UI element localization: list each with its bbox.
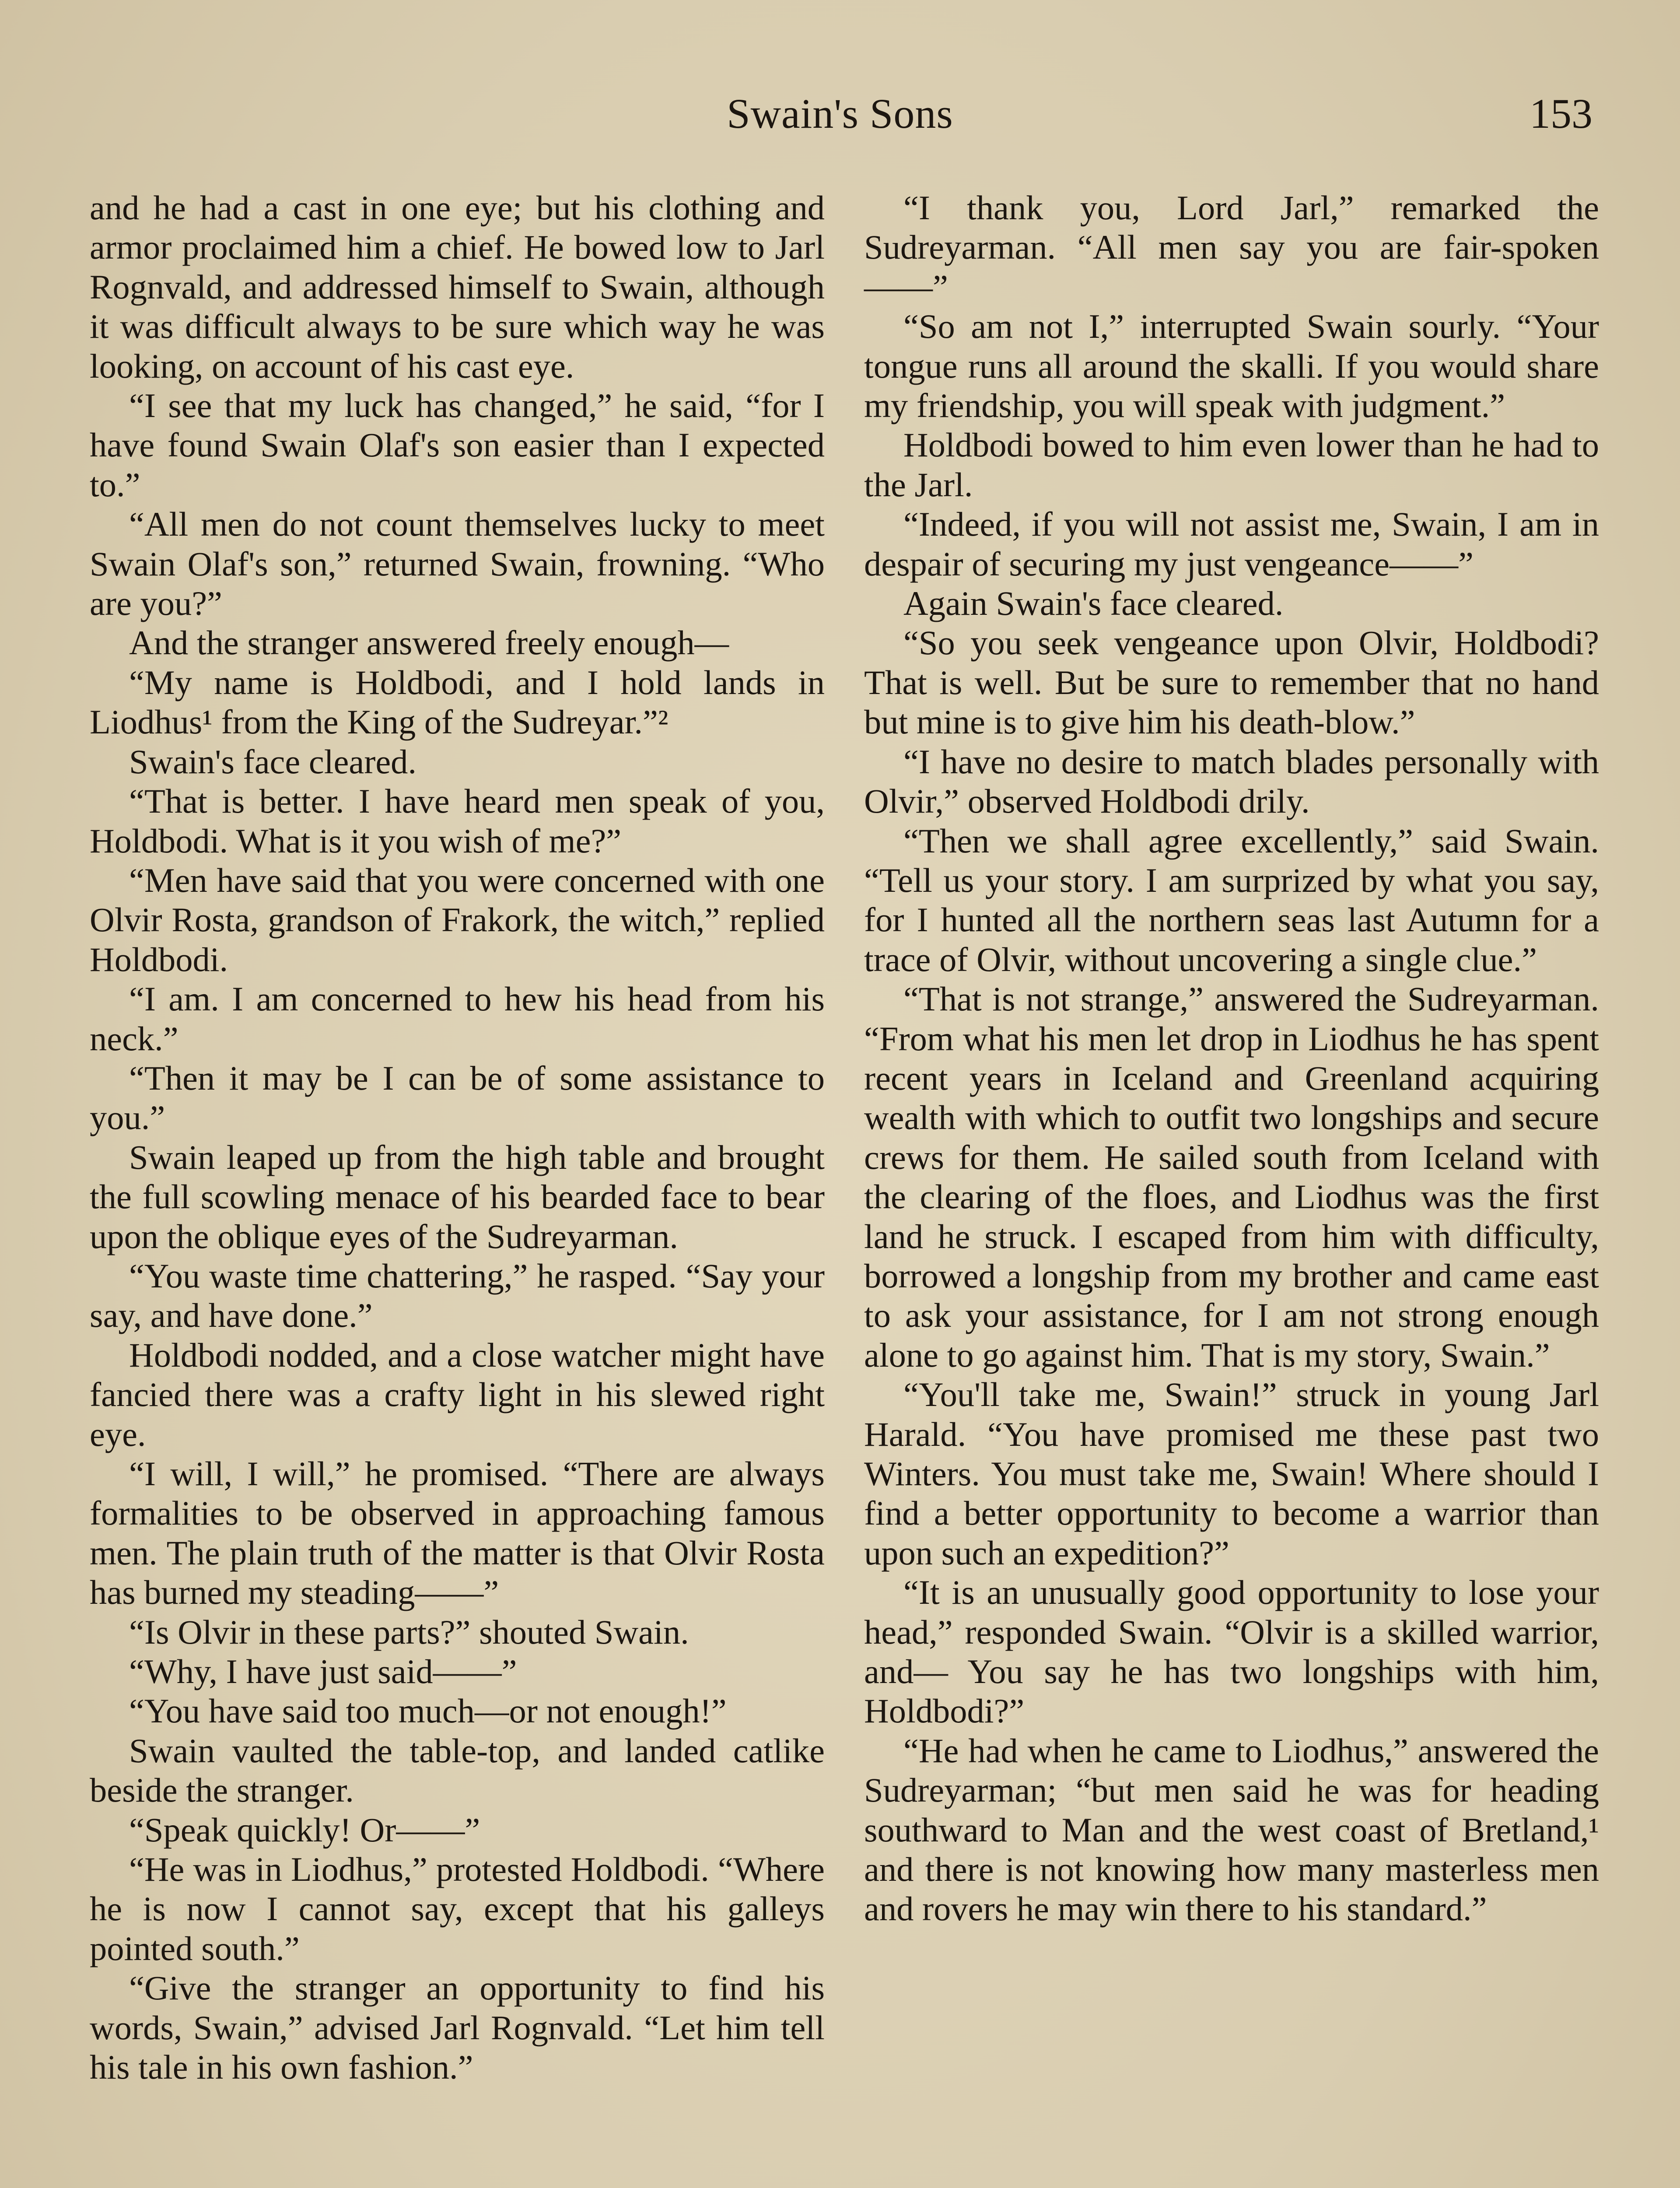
page-header: [88, 88, 1592, 140]
paragraph: Holdbodi nodded, and a close watcher might have fancied there was a crafty light in his slewed right eye.: [90, 1336, 825, 1453]
paragraph: “So you seek vengeance upon Olvir, Holdbodi? That is well. But be sure to remember that no hand but mine is to give him his death-blow.”: [864, 624, 1599, 741]
paragraph: “Give the stranger an opportunity to find his words, Swain,” advised Jarl Rognvald. “Let him tell his tale in his own fashion.”: [90, 1969, 825, 2086]
paragraph: Swain leaped up from the high table and brought the full scowling menace of his bearded face to bear upon the oblique eyes of the Sudreyarman.: [90, 1138, 825, 1255]
paragraph: “It is an unusually good opportunity to lose your head,” responded Swain. “Olvir is a skilled warrior, and— You say he has two longships with him, Holdbodi?”: [864, 1573, 1599, 1730]
paragraph: “So am not I,” interrupted Swain sourly. “Your tongue runs all around the skalli. If you would share my friendship, you will speak with judgment.”: [864, 307, 1599, 425]
paragraph: “Then it may be I can be of some assistance to you.”: [90, 1059, 825, 1137]
paragraph: Holdbodi bowed to him even lower than he had to the Jarl.: [864, 426, 1599, 504]
paragraph: “You'll take me, Swain!” struck in young Jarl Harald. “You have promised me these past two Winters. You must take me, Swain! Where should I find a better opportunity to become a warrior than upon such an expedition?”: [864, 1375, 1599, 1572]
paragraph: “I am. I am concerned to hew his head from his neck.”: [90, 980, 825, 1058]
paragraph: “That is better. I have heard men speak of you, Holdbodi. What is it you wish of me?”: [90, 782, 825, 860]
paragraph: “My name is Holdbodi, and I hold lands in Liodhus¹ from the King of the Sudreyar.”²: [90, 663, 825, 741]
paragraph: Swain's face cleared.: [129, 742, 417, 781]
paragraph: “Then we shall agree excellently,” said Swain. “Tell us your story. I am surprized by what you say, for I hunted all the northern seas last Autumn for a trace of Olvir, without uncovering a single clue.”: [864, 821, 1599, 978]
right-column: [864, 188, 1599, 1929]
paragraph: And the stranger answered freely enough—: [129, 624, 729, 662]
page-number: 153: [1530, 90, 1592, 137]
left-column: [90, 188, 825, 2087]
paragraph: “I thank you, Lord Jarl,” remarked the Sudreyarman. “All men say you are fair-spoken——”: [864, 189, 1599, 306]
running-title: Swain's Sons: [727, 90, 953, 137]
paragraph: “Is Olvir in these parts?” shouted Swain.: [129, 1613, 689, 1651]
paragraph: “Indeed, if you will not assist me, Swain, I am in despair of securing my just vengeance——”: [864, 505, 1599, 583]
paragraph: “All men do not count themselves lucky to meet Swain Olaf's son,” returned Swain, frowning. “Who are you?”: [90, 505, 825, 623]
paragraph: “He was in Liodhus,” protested Holdbodi. “Where he is now I cannot say, except that his galleys pointed south.”: [90, 1850, 825, 1967]
paragraph: “That is not strange,” answered the Sudreyarman. “From what his men let drop in Liodhus he has spent recent years in Iceland and Greenland acquiring wealth with which to outfit two longships and secure crews for them. He sailed south from Iceland with the clearing of the floes, and Liodhus was the first land he struck. I escaped from him with difficulty, borrowed a longship from my brother and came east to ask your assistance, for I am not strong enough alone to go against him. That is my story, Swain.”: [864, 980, 1599, 1374]
paragraph: “Speak quickly! Or——”: [129, 1810, 480, 1849]
paragraph: “He had when he came to Liodhus,” answered the Sudreyarman; “but men said he was for heading southward to Man and the west coast of Bretland,¹ and there is not knowing how many masterless men and rovers he may win there to his standard.”: [864, 1731, 1599, 1928]
paragraph: Again Swain's face cleared.: [903, 584, 1284, 623]
paragraph: Swain vaulted the table-top, and landed catlike beside the stranger.: [90, 1731, 825, 1809]
paragraph: and he had a cast in one eye; but his clothing and armor proclaimed him a chief. He bowed low to Jarl Rognvald, and addressed himself to Swain, although it was difficult always to be sure which way he was looking, on account of his cast eye.: [90, 189, 825, 385]
paragraph: “You waste time chattering,” he rasped. “Say your say, and have done.”: [90, 1256, 825, 1335]
paragraph: “Men have said that you were concerned with one Olvir Rosta, grandson of Frakork, the witch,” replied Holdbodi.: [90, 861, 825, 978]
paragraph: “Why, I have just said——”: [129, 1652, 517, 1691]
paragraph: “I see that my luck has changed,” he said, “for I have found Swain Olaf's son easier than I expected to.”: [90, 386, 825, 504]
paragraph: “I have no desire to match blades personally with Olvir,” observed Holdbodi drily.: [864, 742, 1599, 820]
paragraph: “You have said too much—or not enough!”: [129, 1692, 727, 1730]
paragraph: “I will, I will,” he promised. “There are always formalities to be observed in approaching famous men. The plain truth of the matter is that Olvir Rosta has burned my steading——”: [90, 1455, 825, 1612]
